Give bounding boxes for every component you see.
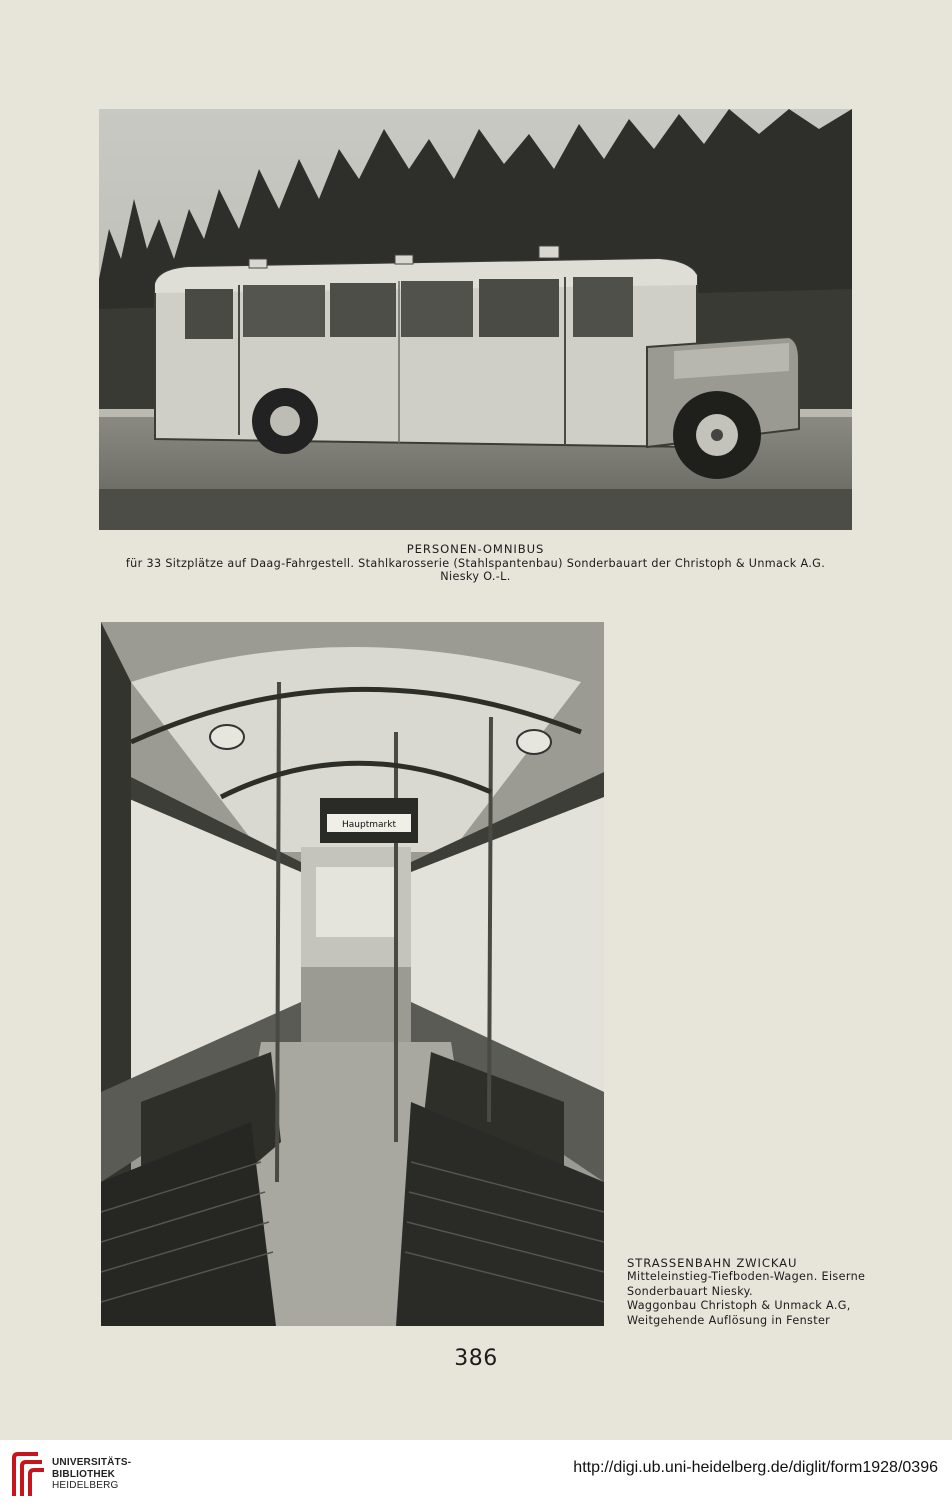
library-footer: [0, 1440, 952, 1509]
tram-caption: [627, 1256, 927, 1328]
tram-caption-line: Weitgehende Auflösung in Fenster: [627, 1313, 831, 1327]
bus-photo-image: [99, 109, 852, 530]
tram-interior-photo: [101, 622, 604, 1326]
tram-interior-image: [101, 622, 604, 1326]
bus-caption-title: PERSONEN-OMNIBUS: [406, 542, 545, 556]
library-name-line3: HEIDELBERG: [52, 1480, 119, 1491]
bus-caption-line2: Niesky O.-L.: [440, 570, 511, 584]
bus-caption-line1: für 33 Sitzplätze auf Daag-Fahrgestell. Stahlkarosserie (Stahlspantenbau) Sonderbauart der Christoph & Unmack A.G.: [125, 556, 826, 570]
tram-caption-line: Sonderbauart Niesky.: [627, 1284, 753, 1298]
university-library-logo-icon: [10, 1450, 46, 1500]
library-name-line1: UNIVERSITÄTS-: [52, 1457, 132, 1468]
library-name-line2: BIBLIOTHEK: [52, 1468, 116, 1480]
page-number: 386: [454, 1346, 498, 1371]
permalink-url[interactable]: http://digi.ub.uni-heidelberg.de/diglit/form1928/0396: [573, 1459, 938, 1476]
tram-caption-title: STRASSENBAHN ZWICKAU: [627, 1256, 798, 1270]
library-name: [52, 1457, 131, 1492]
bus-caption: [99, 543, 852, 584]
destination-sign-text: Hauptmarkt: [342, 820, 396, 830]
bus-photo: [99, 109, 852, 530]
tram-caption-line: Waggonbau Christoph & Unmack A.G,: [627, 1299, 851, 1313]
tram-caption-line: Mitteleinstieg-Tiefboden-Wagen. Eiserne: [627, 1270, 866, 1284]
